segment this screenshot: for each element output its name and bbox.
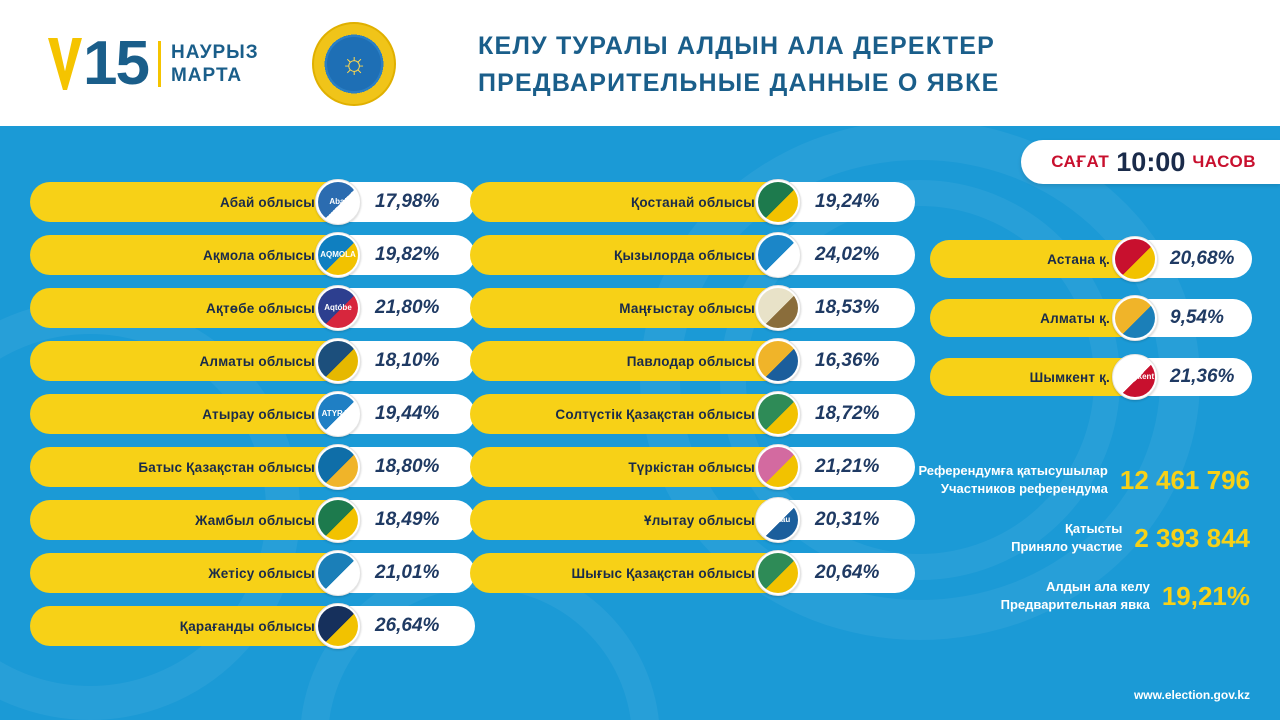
aqmola-emblem-icon: AQMOLA [315, 232, 361, 278]
region-column-2 [470, 182, 885, 606]
logo-15-march [48, 28, 280, 100]
region-name: Атырау облысы [202, 406, 315, 422]
region-name: Батыс Қазақстан облысы [138, 459, 315, 475]
turnout-percent: 21,36% [1170, 366, 1235, 387]
total-value: 12 461 796 [1119, 464, 1250, 495]
region-name: Алматы қ. [1040, 310, 1110, 326]
aqtobe-emblem-icon: Aqtóbe [315, 285, 361, 331]
title-ru: ПРЕДВАРИТЕЛЬНЫЕ ДАННЫЕ О ЯВКЕ [478, 69, 1000, 97]
region-row [470, 447, 885, 487]
region-name: Жамбыл облысы [195, 512, 315, 528]
region-name: Алматы облысы [199, 353, 315, 369]
logo-number: 15 [83, 29, 148, 98]
region-row [30, 235, 445, 275]
logo-word-kk: НАУРЫЗ [170, 42, 259, 63]
region-name: Қызылорда облысы [614, 247, 755, 263]
region-name: Қарағанды облысы [179, 618, 315, 634]
total-label-ru: Предварительная явка [1000, 597, 1150, 612]
qostanai-emblem-icon [755, 179, 801, 225]
turnout-percent: 19,82% [375, 244, 440, 265]
region-row [30, 553, 445, 593]
turnout-percent: 18,72% [815, 403, 880, 424]
shygys-qazaqstan-emblem-icon [755, 550, 801, 596]
turnout-percent: 20,31% [815, 509, 880, 530]
time-value: 10:00 [1116, 146, 1186, 177]
seal-inner-emblem: ☼ [327, 37, 381, 91]
turnout-percent: 19,24% [815, 191, 880, 212]
region-row [30, 341, 445, 381]
region-name: Шығыс Қазақстан облысы [571, 565, 755, 581]
shymkent-emblem-icon: Shymkent [1112, 354, 1158, 400]
almaty-city-emblem-icon [1112, 295, 1158, 341]
city-column-3 [930, 240, 1250, 417]
total-row [890, 578, 1250, 614]
region-row [30, 394, 445, 434]
total-label-kk: Қатысты [1064, 521, 1123, 536]
total-label-kk: Алдын ала келу [1045, 579, 1150, 594]
pavlodar-emblem-icon [755, 338, 801, 384]
zhetisu-emblem-icon [315, 550, 361, 596]
turkistan-emblem-icon [755, 444, 801, 490]
turnout-percent: 26,64% [375, 615, 440, 636]
region-name: Шымкент қ. [1029, 369, 1110, 385]
logo-word-ru: МАРТА [170, 65, 243, 86]
turnout-percent: 18,80% [375, 456, 440, 477]
region-row [30, 182, 445, 222]
total-labels [1011, 520, 1122, 556]
region-row [30, 447, 445, 487]
time-banner [1021, 140, 1280, 184]
turnout-percent: 19,44% [375, 403, 440, 424]
turnout-percent: 20,64% [815, 562, 880, 583]
total-label-ru: Участников референдума [940, 481, 1108, 496]
total-label-kk: Референдумға қатысушылар [918, 463, 1108, 478]
region-name: Қостанай облысы [630, 194, 755, 210]
region-row [30, 606, 445, 646]
page-title [478, 28, 999, 102]
abai-emblem-icon: Abai [315, 179, 361, 225]
region-name: Астана қ. [1047, 251, 1110, 267]
turnout-percent: 21,80% [375, 297, 440, 318]
region-row [30, 500, 445, 540]
turnout-percent: 21,21% [815, 456, 880, 477]
turnout-percent: 21,01% [375, 562, 440, 583]
total-value: 2 393 844 [1134, 522, 1250, 553]
region-name: Түркістан облысы [628, 459, 755, 475]
region-name: Маңғыстау облысы [619, 300, 755, 316]
title-kk: КЕЛУ ТУРАЛЫ АЛДЫН АЛА ДЕРЕКТЕР [478, 32, 996, 60]
turnout-percent: 18,49% [375, 509, 440, 530]
turnout-percent: 16,36% [815, 350, 880, 371]
total-value: 19,21% [1161, 580, 1250, 611]
turnout-percent: 24,02% [815, 244, 880, 265]
region-name: Солтүстік Қазақстан облысы [555, 406, 755, 422]
almaty-oblysy-emblem-icon [315, 338, 361, 384]
atyrau-emblem-icon: ATYRAU [315, 391, 361, 437]
commission-seal-icon [312, 22, 396, 106]
time-label-ru: ЧАСОВ [1192, 152, 1256, 171]
region-name: Жетісу облысы [208, 565, 315, 581]
region-row [470, 394, 885, 434]
footer-website: www.election.gov.kz [1133, 688, 1250, 702]
turnout-percent: 17,98% [375, 191, 440, 212]
region-row [470, 341, 885, 381]
logo-words [158, 41, 259, 87]
qaragandy-emblem-icon [315, 603, 361, 649]
region-row [30, 288, 445, 328]
checkmark-icon [48, 38, 82, 90]
total-row [890, 462, 1250, 498]
header [0, 0, 1280, 126]
total-row [890, 520, 1250, 556]
total-labels [1001, 578, 1150, 614]
region-row [930, 358, 1250, 396]
region-row [470, 288, 885, 328]
region-row [930, 240, 1250, 278]
region-row [470, 553, 885, 593]
turnout-percent: 9,54% [1170, 307, 1224, 328]
totals-block [890, 462, 1250, 636]
region-name: Ақтөбе облысы [206, 300, 315, 316]
region-name: Ақмола облысы [202, 247, 315, 263]
region-row [470, 182, 885, 222]
total-labels [918, 462, 1107, 498]
turnout-percent: 20,68% [1170, 248, 1235, 269]
qyzylorda-emblem-icon [755, 232, 801, 278]
region-column-1 [30, 182, 445, 659]
total-label-ru: Приняло участие [1011, 539, 1123, 554]
batys-qazaqstan-emblem-icon [315, 444, 361, 490]
ulytau-emblem-icon: Ulytau [755, 497, 801, 543]
region-row [470, 235, 885, 275]
turnout-percent: 18,53% [815, 297, 880, 318]
region-name: Абай облысы [219, 194, 315, 210]
region-name: Ұлытау облысы [644, 512, 755, 528]
region-row [930, 299, 1250, 337]
soltustik-qazaqstan-emblem-icon [755, 391, 801, 437]
time-label-kk: САҒАТ [1051, 152, 1110, 171]
region-name: Павлодар облысы [626, 353, 755, 369]
zhambyl-emblem-icon [315, 497, 361, 543]
astana-emblem-icon [1112, 236, 1158, 282]
region-row [470, 500, 885, 540]
turnout-percent: 18,10% [375, 350, 440, 371]
mangystau-emblem-icon [755, 285, 801, 331]
